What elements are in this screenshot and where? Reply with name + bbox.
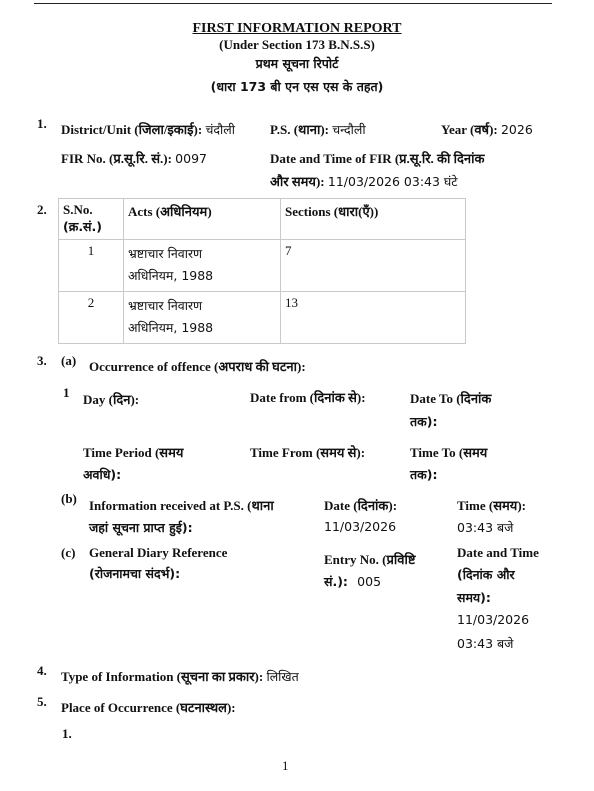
subsection-c-label: (c) — [61, 545, 76, 560]
acts-table — [58, 198, 466, 344]
info-time-value: 03:43 बजे — [457, 520, 514, 535]
info-time-label: Time (समय): — [457, 498, 526, 513]
row-act-line: अधिनियम, 1988 — [128, 320, 214, 335]
header-acts — [124, 199, 281, 240]
subsection-a-label: (a) — [61, 353, 77, 368]
gd-datetime-label: Date and Time — [457, 545, 539, 560]
fir-label: FIR No. (प्र.सू.रि. सं.): — [61, 151, 172, 166]
header-sno-label: S.No. — [63, 202, 93, 217]
entry-no-label-2: सं.): — [324, 574, 348, 589]
row-section-value: 7 — [285, 243, 292, 258]
date-from-label: Date from (दिनांक से): — [250, 390, 366, 405]
row-act-line: भ्रष्टाचार निवारण — [128, 246, 203, 261]
fir-datetime-label-2: और समय): — [270, 174, 325, 189]
row-section — [281, 240, 466, 292]
row-sno-value: 2 — [87, 295, 95, 310]
time-from-label: Time From (समय से): — [250, 445, 366, 460]
subsection-b-label: (b) — [61, 491, 77, 506]
report-subtitle: (Under Section 173 B.N.S.S) — [219, 37, 375, 52]
entry-no-label: Entry No. (प्रविष्टि — [324, 552, 416, 567]
top-rule — [34, 3, 552, 4]
day-label: Day (दिन): — [83, 392, 140, 407]
ps-row — [270, 120, 366, 138]
entry-no-row — [324, 573, 381, 590]
fir-row — [61, 149, 207, 167]
date-to-label: Date To (दिनांक — [410, 391, 492, 406]
page-number: 1 — [282, 758, 289, 773]
row-section — [281, 292, 466, 344]
year-value: 2026 — [500, 122, 533, 137]
info-received-label: Information received at P.S. (थाना — [89, 498, 274, 513]
info-type-row — [61, 667, 299, 685]
acts-table-header — [59, 199, 466, 240]
year-row — [441, 120, 533, 138]
fir-datetime-row — [270, 172, 458, 190]
ps-value: चन्दौली — [332, 122, 366, 137]
section-number: 5. — [37, 694, 47, 709]
gd-reference-label: General Diary Reference — [89, 545, 228, 560]
fir-value: 0097 — [175, 151, 207, 166]
district-label: District/Unit (जिला/इकाई): — [61, 122, 203, 137]
section-number: 4. — [37, 663, 47, 678]
info-type-label: Type of Information (सूचना का प्रकार): — [61, 669, 264, 684]
section-number: 1. — [37, 116, 47, 131]
date-to-label-2: तक): — [410, 414, 438, 429]
fir-datetime-value: 11/03/2026 03:43 घंटे — [327, 174, 458, 189]
row-sno — [59, 292, 124, 344]
time-to-label-2: तक): — [410, 467, 438, 482]
table-row — [59, 292, 466, 344]
district-value: चंदौली — [205, 122, 235, 137]
report-title: FIRST INFORMATION REPORT — [192, 21, 402, 36]
time-period-label-2: अवधि): — [83, 467, 122, 482]
header-sno-hindi: (क्र.सं.) — [63, 219, 102, 234]
report-subtitle-hindi: (धारा 173 बी एन एस एस के तहत) — [210, 79, 384, 94]
row-act — [124, 240, 281, 292]
row-section-value: 13 — [285, 295, 298, 310]
header-sno — [59, 199, 124, 240]
place-item-number: 1. — [62, 726, 72, 741]
gd-reference-label-2: (रोजनामचा संदर्भ): — [89, 566, 181, 581]
gd-time-value: 03:43 बजे — [457, 636, 514, 651]
row-act — [124, 292, 281, 344]
row-act-line: भ्रष्टाचार निवारण — [128, 298, 203, 313]
table-row — [59, 240, 466, 292]
row-act-line: अधिनियम, 1988 — [128, 268, 214, 283]
report-title-hindi: प्रथम सूचना रिपोर्ट — [255, 56, 339, 71]
section-number: 3. — [37, 353, 47, 368]
gd-date-value: 11/03/2026 — [457, 612, 530, 627]
place-of-occurrence-label: Place of Occurrence (घटनास्थल): — [61, 700, 236, 715]
row-sno-value: 1 — [87, 243, 95, 258]
info-type-value: लिखित — [266, 669, 299, 684]
occurrence-item-number: 1 — [63, 385, 70, 400]
year-label: Year (वर्ष): — [441, 122, 498, 137]
header-sections-label: Sections (धारा(एँ)) — [285, 204, 379, 219]
section-number: 2. — [37, 202, 47, 217]
gd-datetime-label-2: (दिनांक और — [457, 567, 515, 582]
gd-datetime-label-3: समय): — [457, 590, 491, 605]
header-acts-label: Acts (अधिनियम) — [128, 204, 212, 219]
row-sno — [59, 240, 124, 292]
entry-no-value: 005 — [357, 574, 382, 589]
occurrence-label: Occurrence of offence (अपराध की घटना): — [89, 359, 306, 374]
ps-label: P.S. (थाना): — [270, 122, 329, 137]
time-period-label: Time Period (समय — [83, 445, 184, 460]
district-row — [61, 120, 235, 138]
info-date-value: 11/03/2026 — [324, 519, 397, 534]
header-sections — [281, 199, 466, 240]
fir-datetime-label: Date and Time of FIR (प्र.सू.रि. की दिनांक — [270, 151, 485, 166]
info-date-label: Date (दिनांक): — [324, 498, 398, 513]
time-to-label: Time To (समय — [410, 445, 488, 460]
info-received-label-2: जहां सूचना प्राप्त हुई): — [89, 520, 193, 535]
